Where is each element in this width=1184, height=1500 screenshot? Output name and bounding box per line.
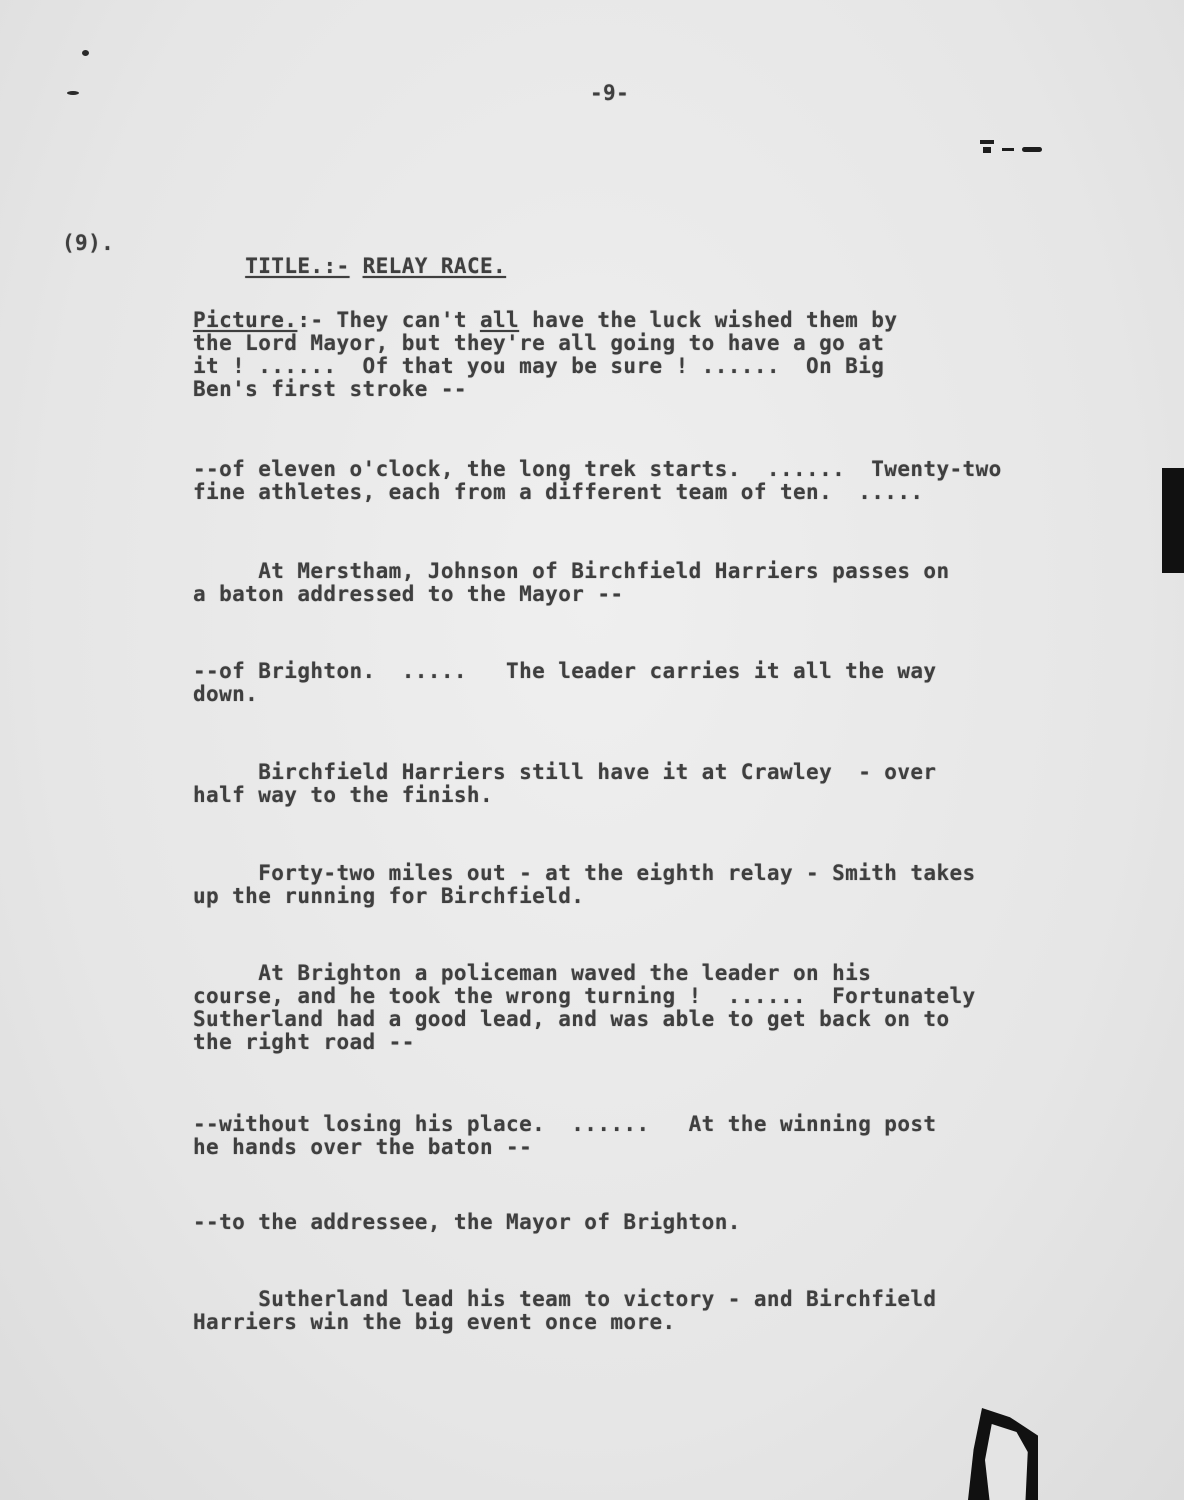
picture-emphasis: all [479, 308, 520, 332]
paragraph: Forty-two miles out - at the eighth relay - Smith takes up the running for Birchfield. [193, 861, 976, 908]
ink-speck [67, 91, 79, 95]
staple-mark [980, 140, 994, 144]
staple-mark [1002, 148, 1014, 151]
paragraph: --to the addressee, the Mayor of Brighton. [193, 1210, 741, 1234]
paragraph: --of eleven o'clock, the long trek starts. ...... Twenty-two fine athletes, each from a different team of ten. ..... [193, 457, 1002, 504]
picture-line1-post: have the luck wished them by [519, 308, 898, 332]
paragraph: --without losing his place. ...... At the winning post he hands over the baton -- [193, 1112, 937, 1159]
picture-label: Picture. [193, 308, 298, 332]
title-text: RELAY RACE. [362, 254, 507, 278]
paragraph: At Brighton a policeman waved the leader on his course, and he took the wrong turning ! ...... Fortunately Sutherland had a good lead, and was able to get back on to the right road -- [193, 961, 976, 1054]
item-number: (9). [62, 231, 115, 255]
scan-edge-shadow [1162, 468, 1184, 573]
picture-rest: the Lord Mayor, but they're all going to have a go at it ! ...... Of that you may be sure ! ...... On Big Ben's first stroke -- [193, 331, 885, 401]
paragraph: At Merstham, Johnson of Birchfield Harriers passes on a baton addressed to the Mayor -- [193, 559, 950, 606]
paragraph: --of Brighton. ..... The leader carries it all the way down. [193, 659, 937, 706]
staple-mark [983, 147, 991, 153]
title-prefix: TITLE.:- [245, 254, 350, 278]
page-number: -9- [590, 81, 630, 105]
picture-line1-pre: :- They can't [297, 308, 480, 332]
ink-speck [82, 50, 89, 56]
paragraph: Sutherland lead his team to victory - and Birchfield Harriers win the big event once more. [193, 1287, 937, 1334]
picture-paragraph [193, 309, 897, 401]
paragraph: Birchfield Harriers still have it at Crawley - over half way to the finish. [193, 760, 937, 807]
section-title [193, 232, 506, 301]
staple-mark [1022, 147, 1042, 152]
